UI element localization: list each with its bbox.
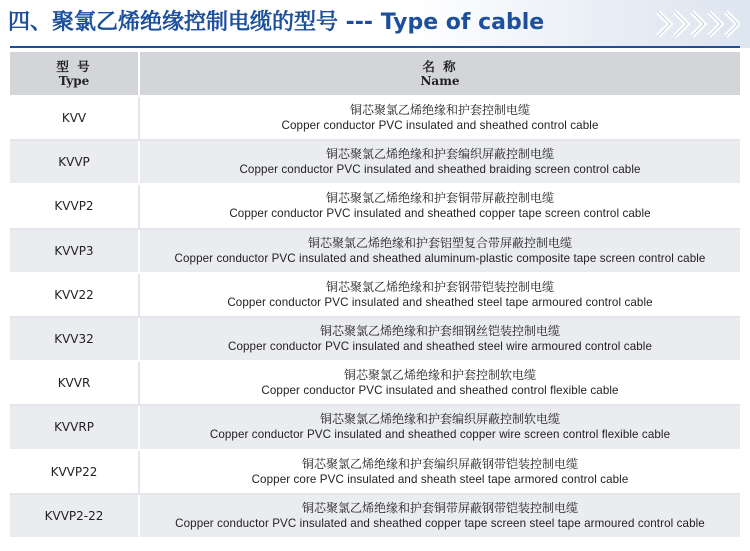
name-zh: 铜芯聚氯乙烯绝缘和护套细钢丝铠装控制电缆 bbox=[319, 324, 560, 339]
name-zh: 铜芯聚氯乙烯绝缘和护套编织屏蔽控制电缆 bbox=[325, 147, 554, 162]
column-header-name-en: Name bbox=[420, 73, 460, 88]
type-cell: KVVP2 bbox=[10, 185, 140, 229]
page-title: 四、聚氯乙烯绝缘控制电缆的型号 --- Type of cable bbox=[8, 10, 545, 35]
column-header-name-zh: 名 称 bbox=[422, 58, 458, 74]
table-row bbox=[10, 274, 740, 318]
type-cell: KVVP3 bbox=[10, 230, 140, 274]
name-en: Copper conductor PVC insulated and sheathed copper tape screen control cable bbox=[229, 207, 651, 221]
name-cell bbox=[140, 141, 740, 185]
name-en: Copper conductor PVC insulated and sheathed control flexible cable bbox=[261, 384, 619, 398]
name-cell bbox=[140, 274, 740, 318]
table-row bbox=[10, 406, 740, 450]
name-cell bbox=[140, 495, 740, 539]
table-row bbox=[10, 318, 740, 362]
type-cell: KVVR bbox=[10, 362, 140, 406]
table-row bbox=[10, 141, 740, 185]
name-zh: 铜芯聚氯乙烯绝缘和护套钢带铠装控制电缆 bbox=[325, 279, 554, 294]
table-row bbox=[10, 495, 740, 539]
table-header-row bbox=[10, 52, 740, 97]
column-header-type bbox=[10, 52, 140, 97]
cable-type-table bbox=[10, 52, 740, 539]
table-row bbox=[10, 97, 740, 141]
type-cell: KVVP2-22 bbox=[10, 495, 140, 539]
name-zh: 铜芯聚氯乙烯绝缘和护套控制软电缆 bbox=[343, 368, 536, 383]
type-cell: KVVP bbox=[10, 141, 140, 185]
name-en: Copper conductor PVC insulated and sheathed copper tape screen steel tape armoured control cable bbox=[175, 516, 705, 530]
name-zh: 铜芯聚氯乙烯绝缘和护套铜带屏蔽钢带铠装控制电缆 bbox=[301, 500, 578, 515]
name-en: Copper conductor PVC insulated and sheathed steel tape armoured control cable bbox=[227, 295, 653, 309]
name-zh: 铜芯聚氯乙烯绝缘和护套铝塑复合带屏蔽控制电缆 bbox=[307, 235, 572, 250]
type-cell: KVV bbox=[10, 97, 140, 141]
column-header-type-en: Type bbox=[58, 73, 90, 88]
name-zh: 铜芯聚氯乙烯绝缘和护套控制电缆 bbox=[349, 103, 530, 118]
type-cell: KVV32 bbox=[10, 318, 140, 362]
title-underline bbox=[10, 46, 740, 48]
name-en: Copper conductor PVC insulated and sheathed braiding screen control cable bbox=[239, 163, 641, 177]
type-cell: KVVP22 bbox=[10, 451, 140, 495]
table-row bbox=[10, 451, 740, 495]
column-header-type-zh: 型 号 bbox=[56, 58, 92, 74]
name-cell bbox=[140, 230, 740, 274]
name-cell bbox=[140, 97, 740, 141]
name-zh: 铜芯聚氯乙烯绝缘和护套铜带屏蔽控制电缆 bbox=[325, 191, 554, 206]
name-cell bbox=[140, 406, 740, 450]
name-en: Copper conductor PVC insulated and sheathed copper wire screen control flexible cable bbox=[209, 428, 671, 442]
chevron-arrows-icon bbox=[654, 9, 740, 39]
cable-type-table-container bbox=[10, 52, 740, 539]
name-en: Copper conductor PVC insulated and sheathed steel wire armoured control cable bbox=[227, 340, 653, 354]
name-cell bbox=[140, 318, 740, 362]
name-cell bbox=[140, 451, 740, 495]
type-cell: KVVRP bbox=[10, 406, 140, 450]
name-cell bbox=[140, 362, 740, 406]
table-row bbox=[10, 185, 740, 229]
name-zh: 铜芯聚氯乙烯绝缘和护套编织屏蔽控制软电缆 bbox=[319, 412, 560, 427]
name-en: Copper conductor PVC insulated and sheathed aluminum-plastic composite tape screen control cable bbox=[174, 251, 706, 265]
name-en: Copper core PVC insulated and sheath steel tape armored control cable bbox=[251, 472, 629, 486]
name-en: Copper conductor PVC insulated and sheathed control cable bbox=[281, 119, 599, 133]
type-cell: KVV22 bbox=[10, 274, 140, 318]
table-row bbox=[10, 362, 740, 406]
name-cell bbox=[140, 185, 740, 229]
table-row bbox=[10, 230, 740, 274]
title-bar bbox=[0, 0, 750, 48]
name-zh: 铜芯聚氯乙烯绝缘和护套编织屏蔽钢带铠装控制电缆 bbox=[301, 456, 578, 471]
column-header-name bbox=[140, 52, 740, 97]
